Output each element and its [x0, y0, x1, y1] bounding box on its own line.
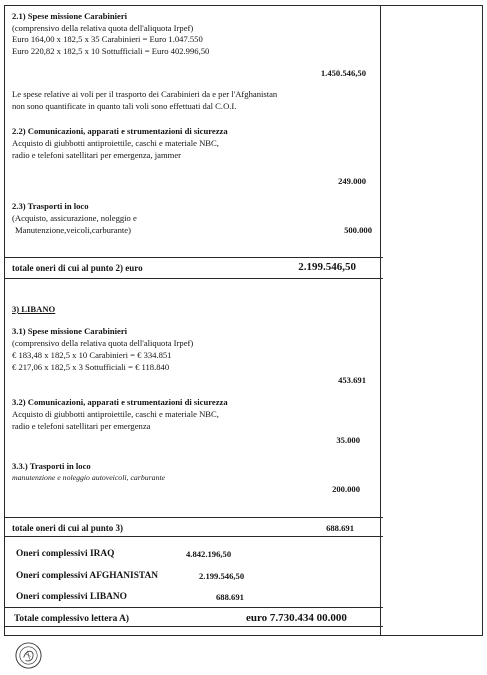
grand-total-amount: euro 7.730.434 00.000: [246, 612, 347, 624]
section-3-1-amount: 453.691: [338, 375, 366, 385]
section-2-2-amount: 249.000: [338, 176, 366, 186]
section-2-1-amount: 1.450.546,50: [320, 68, 366, 78]
section-3-3-amount: 200.000: [332, 484, 360, 494]
summary-libano-amount: 688.691: [216, 592, 244, 602]
amount-column-divider: [380, 5, 381, 636]
summary-iraq-amount: 4.842.196,50: [186, 549, 232, 559]
summary-afghanistan-amount: 2.199.546,50: [199, 571, 245, 581]
note-line: Le spese relative ai voli per il trasporto dei Carabinieri da e per l'Afghanistan: [12, 89, 278, 99]
summary-afghanistan-label: Oneri complessivi AFGHANISTAN: [16, 571, 159, 581]
section-3-2-amount: 35.000: [336, 435, 360, 445]
total-3-label: totale oneri di cui al punto 3): [12, 523, 124, 533]
section-3-2-line: radio e telefoni satellitari per emergenza: [12, 421, 151, 431]
section-3-1-line: (comprensivo della relativa quota dell'aliquota Irpef): [12, 338, 194, 348]
section-2-2-title: 2.2) Comunicazioni, apparati e strumentazioni di sicurezza: [12, 126, 228, 136]
section-2-3-line: Manutenzione,veicoli,carburante): [15, 225, 131, 235]
section-3-heading: 3) LIBANO: [12, 304, 56, 314]
section-2-2-line: Acquisto di giubbotti antiproiettile, caschi e materiale NBC,: [12, 138, 219, 148]
section-3-1-line: € 217,06 x 182,5 x 3 Sottufficiali = € 118.840: [12, 362, 170, 372]
grand-total-label: Totale complessivo lettera A): [14, 614, 129, 624]
section-2-1-line: Euro 164,00 x 182,5 x 35 Carabinieri = Euro 1.047.550: [12, 34, 203, 44]
official-stamp-icon: [14, 641, 43, 670]
section-2-3-amount: 500.000: [344, 225, 372, 235]
section-2-1-line: (comprensivo della relativa quota dell'aliquota Irpef): [12, 23, 194, 33]
divider: [4, 517, 383, 518]
total-3-amount: 688.691: [326, 523, 354, 533]
section-3-3-title: 3.3.) Trasporti in loco: [12, 461, 91, 471]
section-3-2-title: 3.2) Comunicazioni, apparati e strumentazioni di sicurezza: [12, 397, 228, 407]
section-3-1-line: € 183,48 x 182,5 x 10 Carabinieri = € 334.851: [12, 350, 172, 360]
total-2-amount: 2.199.546,50: [298, 261, 356, 273]
section-3-2-line: Acquisto di giubbotti antiproiettile, caschi e materiale NBC,: [12, 409, 219, 419]
note-line: non sono quantificate in quanto tali voli sono effettuati dal C.O.I.: [12, 101, 237, 111]
section-3-1-title: 3.1) Spese missione Carabinieri: [12, 326, 128, 336]
section-2-2-line: radio e telefoni satellitari per emergenza, jammer: [12, 150, 182, 160]
summary-iraq-label: Oneri complessivi IRAQ: [16, 549, 115, 559]
divider: [4, 536, 383, 537]
document-frame: [4, 5, 483, 636]
section-2-3-line: (Acquisto, assicurazione, noleggio e: [12, 213, 137, 223]
divider: [4, 626, 383, 627]
section-2-3-title: 2.3) Trasporti in loco: [12, 201, 89, 211]
divider: [4, 278, 383, 279]
summary-libano-label: Oneri complessivi LIBANO: [16, 592, 127, 602]
divider: [4, 257, 383, 258]
section-2-1-title: 2.1) Spese missione Carabinieri: [12, 11, 128, 21]
section-3-3-line: manutenzione e noleggio autoveicoli, carburante: [12, 473, 166, 482]
total-2-label: totale oneri di cui al punto 2) euro: [12, 263, 143, 273]
divider: [4, 607, 383, 608]
section-2-1-line: Euro 220,82 x 182,5 x 10 Sottufficiali = Euro 402.996,50: [12, 46, 210, 56]
